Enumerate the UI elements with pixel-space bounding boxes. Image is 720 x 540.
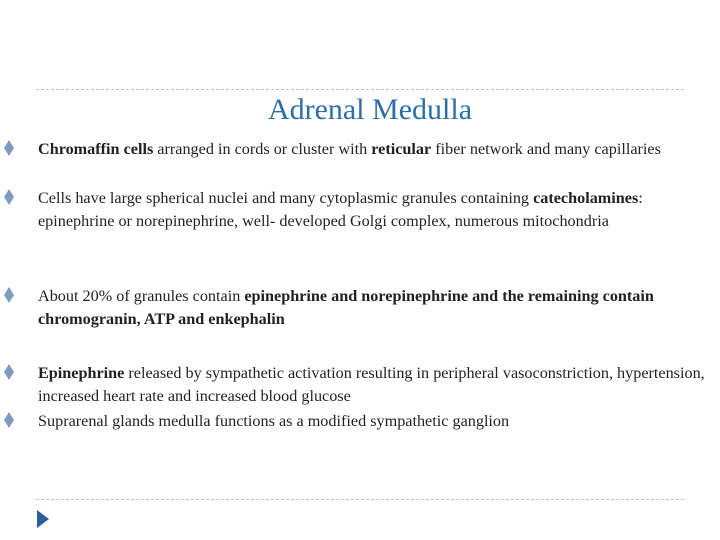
diamond-bullet-icon — [4, 412, 14, 428]
bullet-item-4 — [38, 362, 720, 408]
bullet-text: Epinephrine released by sympathetic activation resulting in peripheral vasoconstriction, hypertension, increased heart rate and increased blood glucose — [38, 364, 705, 405]
bullet-text: Suprarenal glands medulla functions as a modified sympathetic ganglion — [38, 412, 510, 430]
diamond-bullet-icon — [4, 287, 14, 303]
bullet-item-2 — [38, 187, 720, 233]
bullet-item-3 — [38, 285, 720, 331]
play-triangle-icon — [35, 508, 51, 530]
diamond-bullet-icon — [4, 189, 14, 205]
bullet-text: About 20% of granules contain epinephrine and norepinephrine and the remaining contain chromogranin, ATP and enkephalin — [38, 287, 654, 328]
bullet-text: Cells have large spherical nuclei and many cytoplasmic granules containing catecholamines: epinephrine or norepinephrine, well- developed Golgi complex, numerous mitochondria — [38, 189, 643, 230]
bullet-item-1 — [38, 138, 720, 161]
bullet-item-5 — [38, 410, 720, 433]
diamond-bullet-icon — [4, 140, 14, 156]
bullet-text: Chromaffin cells arranged in cords or cluster with reticular fiber network and many capillaries — [38, 140, 661, 158]
bottom-divider — [36, 499, 684, 500]
diamond-bullet-icon — [4, 364, 14, 380]
slide-title: Adrenal Medulla — [267, 93, 473, 126]
